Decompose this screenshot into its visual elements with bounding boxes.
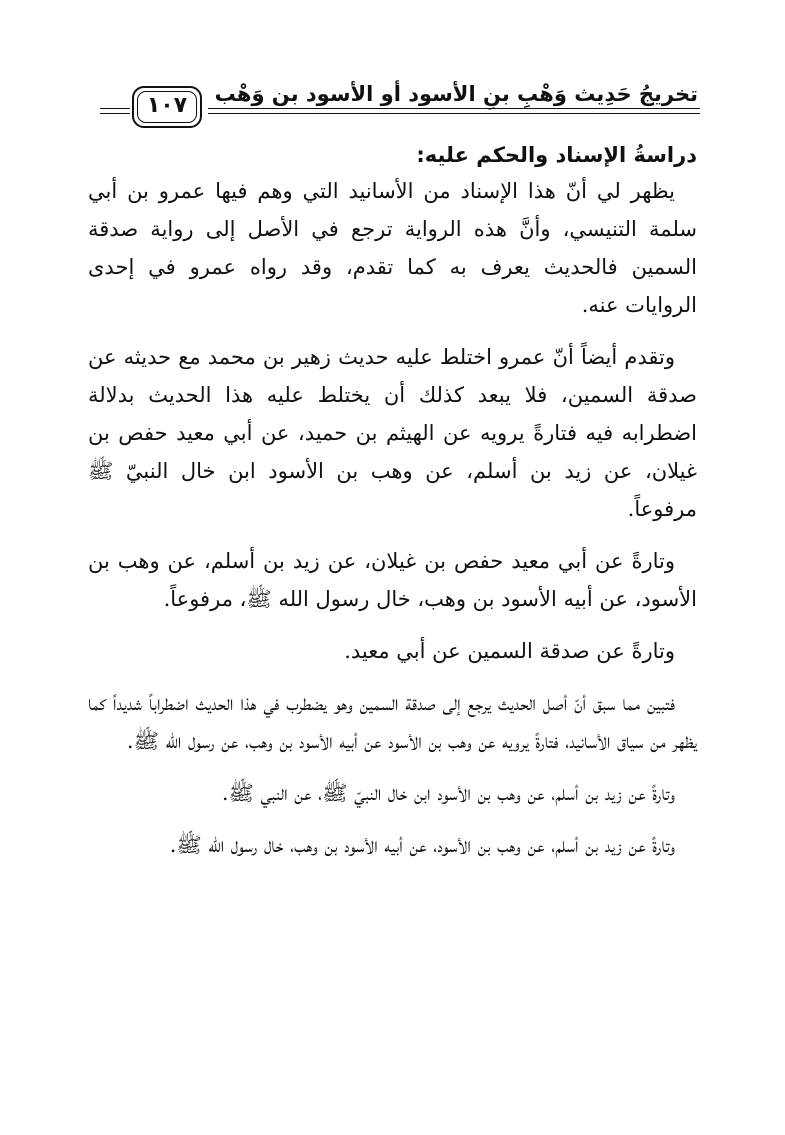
running-title: تخريجُ حَدِيث وَهْبِ بنِ الأسود أو الأسود بن وَهْب: [214, 82, 698, 106]
header-rule-top: [208, 108, 700, 109]
header-rule-bottom: [208, 113, 700, 114]
left-rule-bottom: [100, 113, 130, 114]
page-number: ١٠٧: [146, 93, 188, 118]
paragraph-4: وتارةً عن صدقة السمين عن أبي معيد.: [344, 639, 675, 663]
section-title: دراسةُ الإسناد والحكم عليه:: [416, 143, 697, 167]
paragraph-1: يظهر لي أنّ هذا الإسناد من الأسانيد التي وهم فيها عمرو بن أبي سلمة التنيسي، وأنَّ هذه الرواية ترجع في الأصل إلى رواية صدقة السمين فالحديث يعرف به كما تقدم، وقد رواه عمرو في إحدى الروايات عنه.: [88, 179, 697, 317]
paragraph-2: وتقدم أيضاً أنّ عمرو اختلط عليه حديث زهير بن محمد مع حديثه عن صدقة السمين، فلا يبعد كذلك أن يختلط عليه هذا الحديث بدلالة اضطرابه فيه فتارةً يرويه عن الهيثم بن حميد، عن أبي معيد حفص بن غيلان، عن زيد بن أسلم، عن وهب بن الأسود ابن خال النبيّ ﷺ مرفوعاً.: [88, 345, 697, 521]
paragraph-7: وتارةً عن زيد بن أسلم، عن وهب بن الأسود، عن أبيه الأسود بن وهب، خال رسول الله ﷺ.: [169, 833, 675, 857]
paragraph-6: وتارةً عن زيد بن أسلم، عن وهب بن الأسود ابن خال النبيّ ﷺ، عن النبي ﷺ.: [221, 781, 675, 805]
left-rule-top: [100, 108, 130, 109]
paragraph-3: وتارةً عن أبي معيد حفص بن غيلان، عن زيد بن أسلم، عن وهب بن الأسود، عن أبيه الأسود بن وهب، خال رسول الله ﷺ، مرفوعاً.: [88, 549, 697, 611]
page-number-badge: [132, 86, 202, 128]
paragraph-5: فتبين مما سبق أنّ أصل الحديث يرجع إلى صدقة السمين وهو يضطرب في هذا الحديث اضطراباً شديداً كما يظهر من سياق الأسانيد، فتارةً يرويه عن وهب بن الأسود عن أبيه الأسود بن وهب، عن رسول الله ﷺ.: [88, 691, 697, 753]
page-header: [100, 78, 700, 124]
page-body: [88, 140, 697, 878]
